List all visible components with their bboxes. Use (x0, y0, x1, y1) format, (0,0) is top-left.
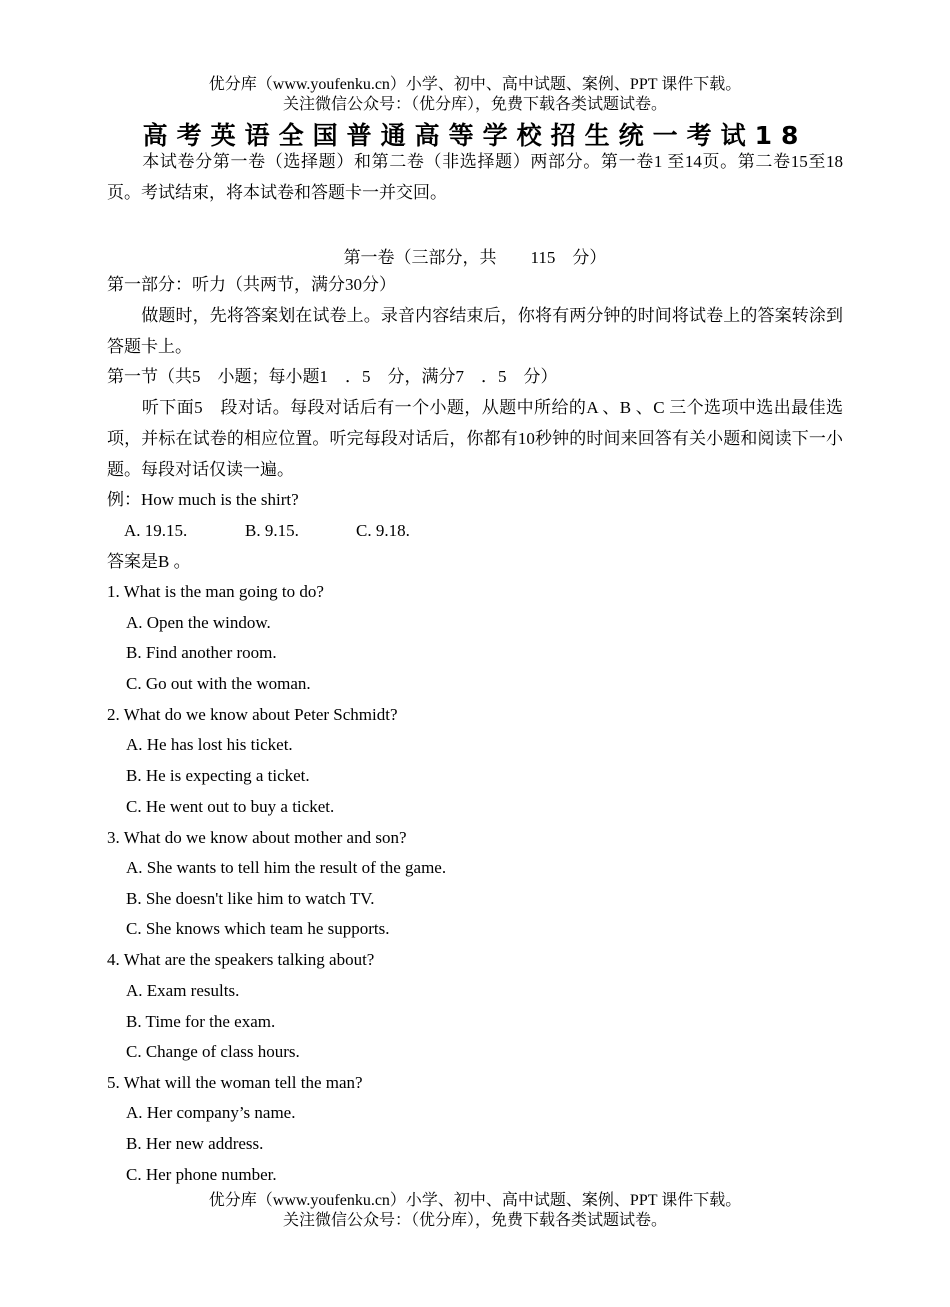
header-line-2: 关注微信公众号：（优分库），免费下载各类试题试卷。 (282, 96, 667, 113)
part1-instructions: 做题时，先将答案划在试卷上。录音内容结束后，你将有两分钟的时间将试卷上的答案转涂到答题卡上。 (107, 306, 843, 356)
footer-line-2: 关注微信公众号：（优分库），免费下载各类试题试卷。 (282, 1212, 667, 1229)
section1-instructions: 听下面5 段对话。每段对话后有一个小题，从题中所给的A 、B 、C 三个选项中选出最佳选项，并标在试卷的相应位置。听完每段对话后，你都有10秒钟的时间来回答有关小题和阅读下一小题。每段对话仅读一遍。 (107, 398, 843, 479)
question-5-option-b: B. Her new address. (126, 1134, 264, 1153)
question-1-option-c: C. Go out with the woman. (126, 674, 311, 693)
question-4: 4. What are the speakers talking about? (107, 950, 375, 969)
question-1-option-b: B. Find another room. (126, 643, 277, 662)
question-3-option-a: A. She wants to tell him the result of the game. (126, 858, 447, 877)
question-5-option-c: C. Her phone number. (126, 1165, 277, 1184)
intro-paragraph: 本试卷分第一卷（选择题）和第二卷（非选择题）两部分。第一卷1 至14页。第二卷15至18页。考试结束，将本试卷和答题卡一并交回。 (107, 152, 843, 202)
question-2-option-b: B. He is expecting a ticket. (126, 766, 310, 785)
question-3: 3. What do we know about mother and son? (107, 828, 407, 847)
example-option-c: C. 9.18. (356, 521, 410, 540)
question-2-option-a: A. He has lost his ticket. (126, 735, 293, 754)
header-line-1: 优分库（www.youfenku.cn）小学、初中、高中试题、案例、PPT 课件下载。 (208, 76, 742, 93)
question-4-option-c: C. Change of class hours. (126, 1042, 300, 1061)
question-3-option-b: B. She doesn't like him to watch TV. (126, 889, 375, 908)
example-answer: 答案是B 。 (107, 552, 191, 571)
question-1-option-a: A. Open the window. (126, 613, 271, 632)
question-1: 1. What is the man going to do? (107, 582, 324, 601)
question-2: 2. What do we know about Peter Schmidt? (107, 705, 398, 724)
exam-title: 高考英语全国普通高等学校招生统一考试18 (142, 121, 808, 150)
part1-heading: 第一部分：听力（共两节，满分30分） (107, 275, 396, 294)
question-5-option-a: A. Her company’s name. (126, 1103, 296, 1122)
footer-line-1: 优分库（www.youfenku.cn）小学、初中、高中试题、案例、PPT 课件下载。 (208, 1192, 742, 1209)
example-option-b: B. 9.15. (245, 521, 299, 540)
question-5: 5. What will the woman tell the man? (107, 1073, 363, 1092)
section1-heading: 第一节（共5 小题；每小题1 ．5 分，满分7 ．5 分） (107, 367, 558, 386)
example-question: 例：How much is the shirt? (107, 490, 299, 509)
example-option-a: A. 19.15. (124, 521, 188, 540)
question-2-option-c: C. He went out to buy a ticket. (126, 797, 335, 816)
volume1-heading: 第一卷（三部分，共 115 分） (343, 248, 607, 267)
question-4-option-a: A. Exam results. (126, 981, 240, 1000)
question-4-option-b: B. Time for the exam. (126, 1012, 276, 1031)
question-3-option-c: C. She knows which team he supports. (126, 919, 390, 938)
